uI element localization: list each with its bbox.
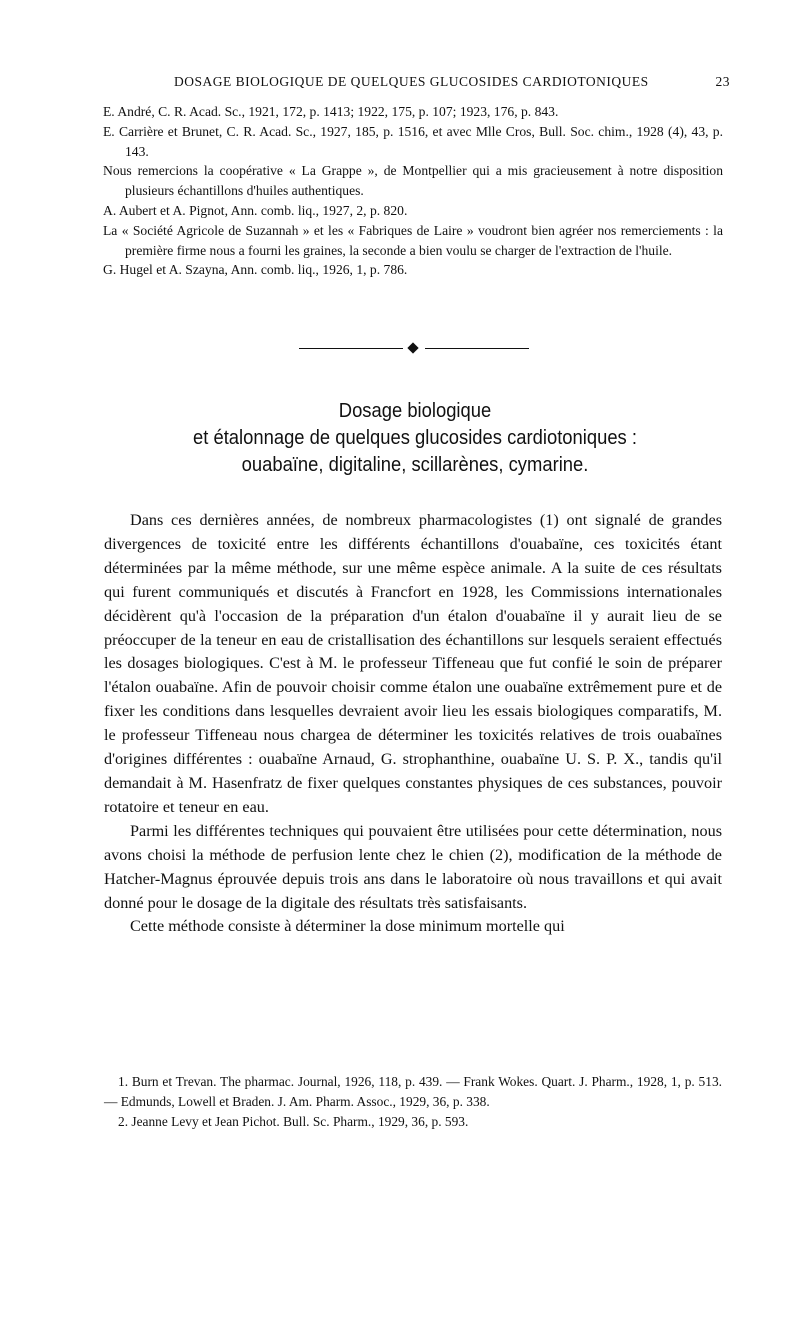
reference-4: E. Carrière et Brunet, C. R. Acad. Sc., 1927, 185, p. 1516, et avec Mlle Cros, Bull. Soc. chim., 1928 (4), 43, p. 143. bbox=[103, 123, 723, 159]
reference-7: La « Société Agricole de Suzannah » et les « Fabriques de Laire » voudront bien agréer nos remerciements : la première firme nous a fourni les graines, la seconde a bien voulu se charger de l'extraction de l'huile. bbox=[103, 222, 723, 258]
reference-8: G. Hugel et A. Szayna, Ann. comb. liq., 1926, 1, p. 786. bbox=[103, 262, 408, 278]
footnote-1: 1. Burn et Trevan. The pharmac. Journal, 1926, 118, p. 439. — Frank Wokes. Quart. J. Pharm., 1928, 1, p. 513. — Edmunds, Lowell et Braden. J. Am. Pharm. Assoc., 1929, 36, p. 338. bbox=[104, 1074, 722, 1109]
running-head-title: DOSAGE BIOLOGIQUE DE QUELQUES GLUCOSIDES CARDIOTONIQUES bbox=[174, 74, 649, 89]
page-number: 23 bbox=[715, 74, 730, 89]
article-title-line-2: et étalonnage de quelques glucosides cardiotoniques : bbox=[193, 427, 637, 449]
section-divider bbox=[299, 343, 529, 355]
divider-line-left bbox=[299, 348, 403, 349]
reference-6: A. Aubert et A. Pignot, Ann. comb. liq., 1927, 2, p. 820. bbox=[103, 202, 408, 218]
footnote-2: 2. Jeanne Levy et Jean Pichot. Bull. Sc. Pharm., 1929, 36, p. 593. bbox=[118, 1113, 469, 1129]
previous-article-references bbox=[103, 102, 723, 280]
diamond-ornament-icon bbox=[407, 342, 418, 353]
article-title-line-1: Dosage biologique bbox=[338, 400, 492, 422]
article-title bbox=[125, 398, 705, 479]
divider-line-right bbox=[425, 348, 529, 349]
reference-3: E. André, C. R. Acad. Sc., 1921, 172, p. 1413; 1922, 175, p. 107; 1923, 176, p. 843. bbox=[103, 104, 559, 119]
footnotes bbox=[104, 1072, 722, 1131]
article-body bbox=[104, 509, 722, 939]
body-paragraph-2: Parmi les différentes techniques qui pouvaient être utilisées pour cette détermination, nous avons choisi la méthode de perfusion lente chez le chien (2), modification de la méthode de Hatcher-Magnus éprouvée depuis trois ans dans le laboratoire où nous travaillons et qui avait donné pour le dosage de la digitale des résultats très satisfaisants. bbox=[104, 821, 722, 912]
body-paragraph-3: Cette méthode consiste à déterminer la dose minimum mortelle qui bbox=[130, 917, 565, 936]
running-head bbox=[174, 74, 730, 90]
article-title-line-3: ouabaïne, digitaline, scillarènes, cymarine. bbox=[241, 454, 589, 476]
reference-5: Nous remercions la coopérative « La Grappe », de Montpellier qui a mis gracieusement à notre disposition plusieurs échantillons d'huiles authentiques. bbox=[103, 163, 723, 199]
body-paragraph-1: Dans ces dernières années, de nombreux pharmacologistes (1) ont signalé de grandes divergences de toxicité entre les différents échantillons d'ouabaïne, ces toxicités étant déterminées par la même méthode, sur une même espèce animale. A la suite de ces résultats qui furent communiqués et discutés à Francfort en 1928, les Commissions internationales décidèrent qu'à l'occasion de la préparation d'un étalon d'ouabaïne il y aurait lieu de se préoccuper de la teneur en eau de cristallisation des échantillons sur lesquels seraient effectués les dosages biologiques. C'est à M. le professeur Tiffeneau que fut confié le soin de préparer l'étalon ouabaïne. Afin de pouvoir choisir comme étalon une ouabaïne extrêmement pure et de fixer les conditions dans lesquelles devraient avoir lieu les essais biologiques comparatifs, M. le professeur Tiffeneau nous chargea de déterminer les toxicités relatives de trois ouabaïnes d'origines différentes : ouabaïne Arnaud, G. strophanthine, ouabaïne U. S. P. X., tandis qu'il demandait à M. Hasenfratz de fixer quelques constantes physiques de ces substances, pouvoir rotatoire et teneur en eau. bbox=[104, 511, 722, 816]
